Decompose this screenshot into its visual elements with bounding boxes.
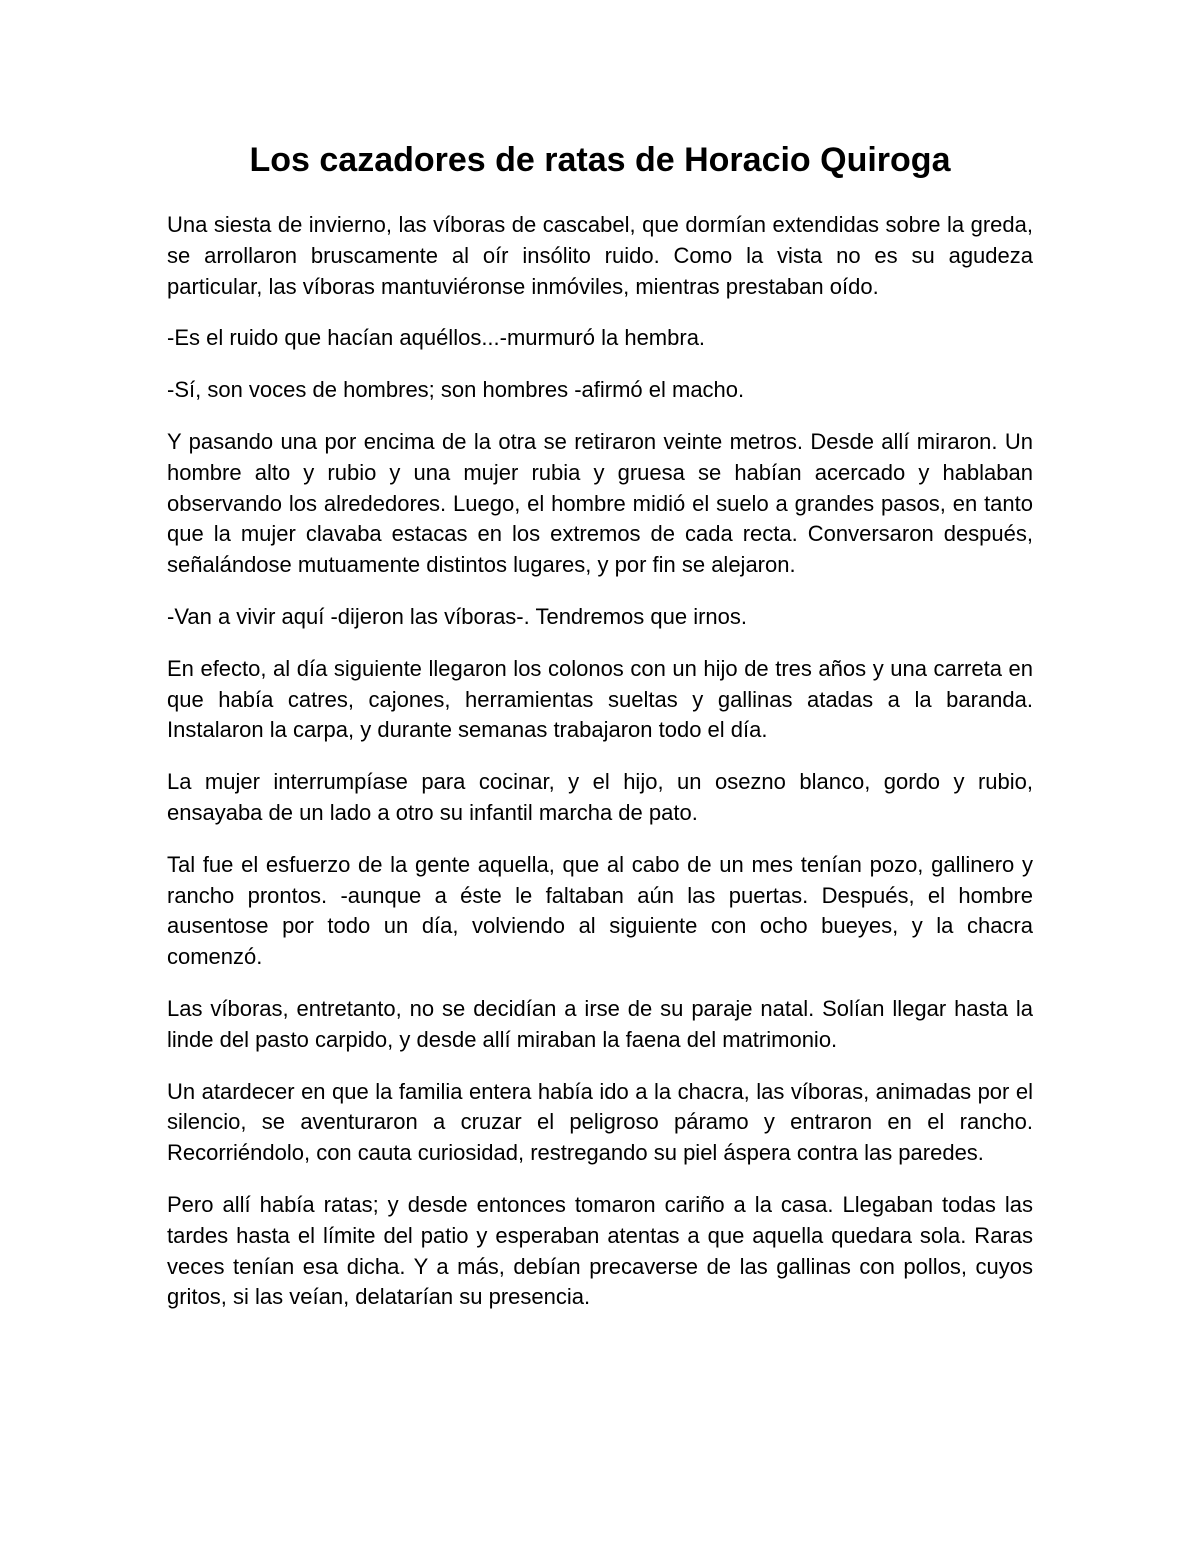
paragraph: Un atardecer en que la familia entera había ido a la chacra, las víboras, animadas por el silencio, se aventuraron a cruzar el peligroso páramo y entraron en el rancho. Recorriéndolo, con cauta curiosidad, restregando su piel áspera contra las paredes. (167, 1078, 1033, 1166)
paragraph: Una siesta de invierno, las víboras de cascabel, que dormían extendidas sobre la greda, se arrollaron bruscamente al oír insólito ruido. Como la vista no es su agudeza particular, las víboras mantuviéronse inmóviles, mientras prestaban oído. (167, 212, 1033, 299)
document-body (167, 136, 1033, 1313)
paragraph: -Sí, son voces de hombres; son hombres -afirmó el macho. (167, 377, 745, 403)
paragraph: -Es el ruido que hacían aquéllos...-murmuró la hembra. (167, 325, 706, 351)
paragraph: En efecto, al día siguiente llegaron los colonos con un hijo de tres años y una carreta en que había catres, cajones, herramientas sueltas y gallinas atadas a la baranda. Instalaron la carpa, y durante semanas trabajaron todo el día. (167, 655, 1033, 743)
paragraph: -Van a vivir aquí -dijeron las víboras-. Tendremos que irnos. (167, 603, 748, 629)
paragraph: Tal fue el esfuerzo de la gente aquella, que al cabo de un mes tenían pozo, gallinero y rancho prontos. -aunque a éste le faltaban aún las puertas. Después, el hombre ausentose por todo un día, volviendo al siguiente con ocho bueyes, y la chacra comenzó. (167, 851, 1033, 970)
paragraph: Y pasando una por encima de la otra se retiraron veinte metros. Desde allí miraron. Un hombre alto y rubio y una mujer rubia y gruesa se habían acercado y hablaban observando los alrededores. Luego, el hombre midió el suelo a grandes pasos, en tanto que la mujer clavaba estacas en los extremos de cada recta. Conversaron después, señalándose mutuamente distintos lugares, y por fin se alejaron. (167, 428, 1033, 578)
page-title: Los cazadores de ratas de Horacio Quiroga (249, 141, 951, 179)
paragraph: Las víboras, entretanto, no se decidían a irse de su paraje natal. Solían llegar hasta la linde del pasto carpido, y desde allí miraban la faena del matrimonio. (167, 995, 1033, 1052)
paragraph: La mujer interrumpíase para cocinar, y el hijo, un osezno blanco, gordo y rubio, ensayaba de un lado a otro su infantil marcha de pato. (167, 769, 1033, 825)
paragraph: Pero allí había ratas; y desde entonces tomaron cariño a la casa. Llegaban todas las tardes hasta el límite del patio y esperaban atentas a que aquella quedara sola. Raras veces tenían esa dicha. Y a más, debían precaverse de las gallinas con pollos, cuyos gritos, si las veían, delatarían su presencia. (167, 1191, 1033, 1310)
